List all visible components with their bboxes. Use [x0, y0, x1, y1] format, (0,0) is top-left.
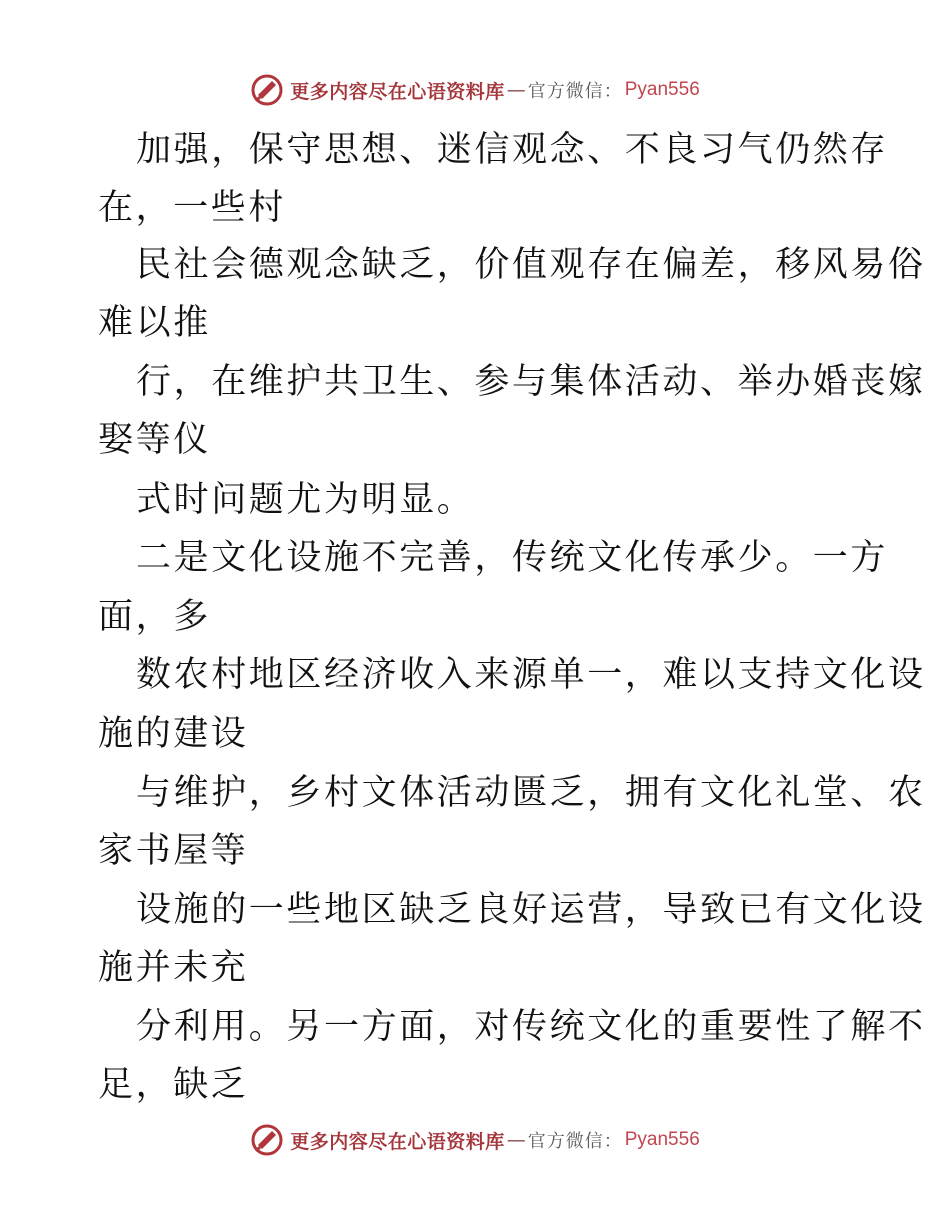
- text-line: 施并未充: [98, 948, 249, 988]
- text-line: 加强，保守思想、迷信观念、不良习气仍然存: [136, 130, 889, 170]
- text-line: 分利用。另一方面，对传统文化的重要性了解不: [136, 1007, 926, 1047]
- text-line: 施的建设: [98, 714, 249, 754]
- text-line: 行，在维护共卫生、参与集体活动、举办婚丧嫁: [136, 362, 926, 402]
- text-line: 与维护，乡村文体活动匮乏，拥有文化礼堂、农: [136, 773, 926, 813]
- text-line: 设施的一些地区缺乏良好运营，导致已有文化设: [136, 890, 926, 930]
- banner-tagline: 更多内容尽在心语资料库: [290, 1130, 505, 1153]
- brand-logo-icon: [250, 73, 284, 107]
- banner-wechat-id: Pyan556: [624, 1129, 700, 1150]
- text-line: 民社会德观念缺乏，价值观存在偏差，移风易俗: [136, 245, 926, 285]
- text-line: 二是文化设施不完善，传统文化传承少。一方: [136, 538, 889, 578]
- header-banner: [0, 70, 950, 110]
- text-line: 面，多: [98, 597, 211, 637]
- text-line: 数农村地区经济收入来源单一，难以支持文化设: [136, 655, 926, 695]
- banner-separator: —: [506, 1129, 526, 1151]
- text-line: 足，缺乏: [98, 1065, 249, 1105]
- banner-wechat-label: 官方微信：: [527, 1131, 623, 1152]
- text-line: 难以推: [98, 303, 211, 343]
- text-line: 式时问题尤为明显。: [136, 480, 475, 520]
- brand-logo-icon: [250, 1123, 284, 1157]
- footer-banner: [0, 1120, 950, 1160]
- banner-separator: —: [506, 79, 526, 101]
- text-line: 在，一些村: [98, 188, 287, 228]
- text-line: 娶等仪: [98, 420, 211, 460]
- banner-wechat-id: Pyan556: [624, 79, 700, 100]
- banner-tagline: 更多内容尽在心语资料库: [290, 80, 505, 103]
- banner-wechat-label: 官方微信：: [527, 81, 623, 102]
- text-line: 家书屋等: [98, 831, 249, 871]
